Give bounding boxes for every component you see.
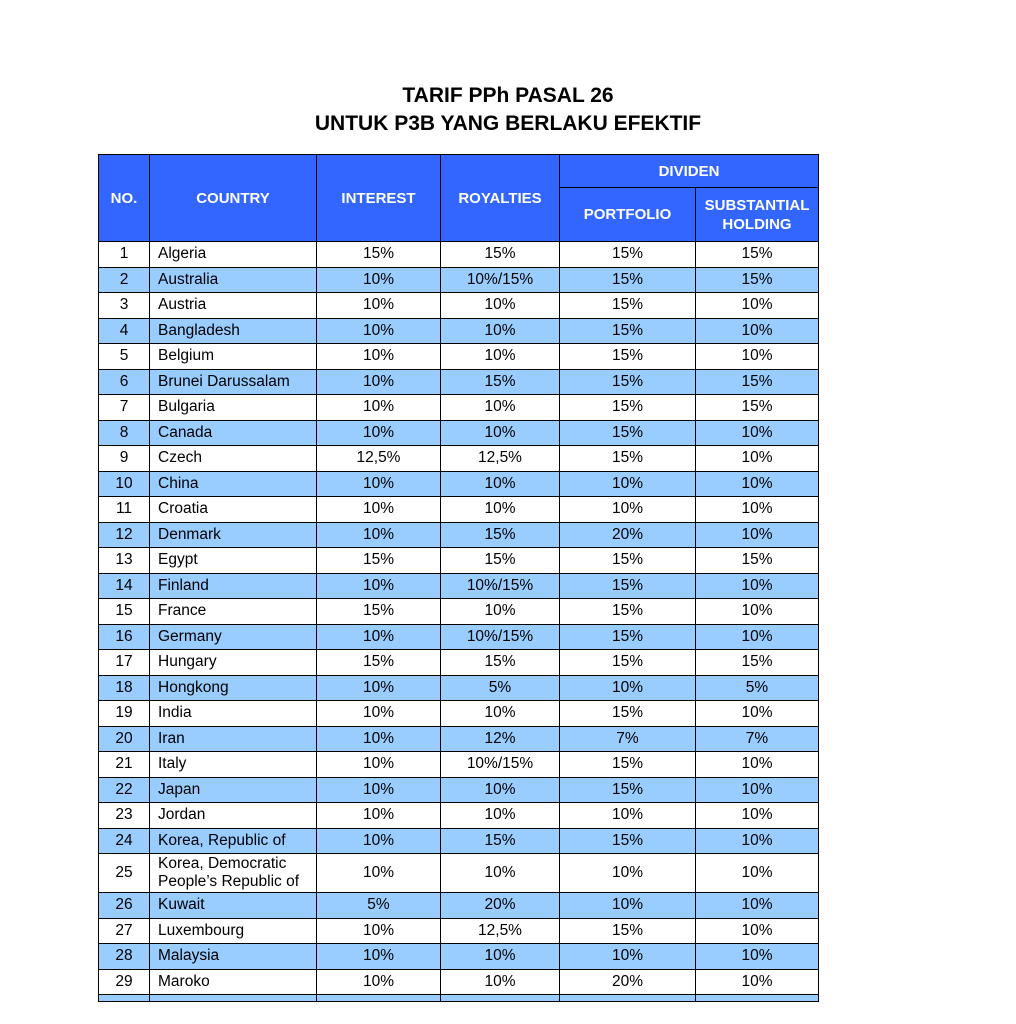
header-no: NO.: [99, 155, 150, 242]
cell-substantial: 10%: [696, 828, 819, 854]
cell-interest: 12,5%: [317, 446, 441, 472]
cell-royalties: 10%/15%: [441, 267, 560, 293]
cell-portfolio: 15%: [560, 420, 696, 446]
header-country: COUNTRY: [150, 155, 317, 242]
cell-royalties: 15%: [441, 242, 560, 268]
cell-portfolio: 10%: [560, 893, 696, 919]
header-substantial-holding: SUBSTANTIAL HOLDING: [696, 188, 819, 242]
cell-interest: 10%: [317, 918, 441, 944]
cell-no: 19: [99, 701, 150, 727]
cell-interest: 10%: [317, 854, 441, 893]
table-row: [99, 777, 819, 803]
cell-portfolio: 15%: [560, 599, 696, 625]
cell-no: 12: [99, 522, 150, 548]
cell-substantial: 10%: [696, 293, 819, 319]
cell-country: Bangladesh: [150, 318, 317, 344]
cell-no: 6: [99, 369, 150, 395]
cell-portfolio: 15%: [560, 828, 696, 854]
cell-substantial: 10%: [696, 471, 819, 497]
cell-country: Kuwait: [150, 893, 317, 919]
cell-interest: 10%: [317, 726, 441, 752]
table-body: [99, 242, 819, 1002]
table-row: [99, 752, 819, 778]
cell-interest: 10%: [317, 318, 441, 344]
cell-substantial: 7%: [696, 726, 819, 752]
cell-substantial: 10%: [696, 803, 819, 829]
cell-interest: 10%: [317, 777, 441, 803]
cell-interest: 10%: [317, 369, 441, 395]
table-row-partial: [99, 995, 819, 1002]
cell-substantial: 15%: [696, 395, 819, 421]
cell-country: China: [150, 471, 317, 497]
cell-portfolio: 15%: [560, 344, 696, 370]
table-row: [99, 522, 819, 548]
table-row: [99, 446, 819, 472]
cell-no: 18: [99, 675, 150, 701]
cell-no: 25: [99, 854, 150, 893]
cell-substantial: 10%: [696, 420, 819, 446]
cell-interest: 15%: [317, 650, 441, 676]
cell-royalties: 15%: [441, 548, 560, 574]
table-row: [99, 420, 819, 446]
cell-country: Germany: [150, 624, 317, 650]
cell-portfolio: 20%: [560, 969, 696, 995]
cell-country: Italy: [150, 752, 317, 778]
cell-portfolio: 15%: [560, 446, 696, 472]
cell-country: Jordan: [150, 803, 317, 829]
cell-substantial: 10%: [696, 918, 819, 944]
cell-royalties: 12,5%: [441, 446, 560, 472]
cell-empty: [150, 995, 317, 1002]
cell-portfolio: 15%: [560, 752, 696, 778]
cell-no: 21: [99, 752, 150, 778]
cell-country: Finland: [150, 573, 317, 599]
cell-no: 20: [99, 726, 150, 752]
table-row: [99, 573, 819, 599]
cell-portfolio: 15%: [560, 242, 696, 268]
cell-royalties: 15%: [441, 369, 560, 395]
cell-portfolio: 10%: [560, 944, 696, 970]
cell-interest: 15%: [317, 599, 441, 625]
table-row: [99, 624, 819, 650]
header-dividen: DIVIDEN: [560, 155, 819, 188]
cell-interest: 10%: [317, 395, 441, 421]
table-row: [99, 318, 819, 344]
cell-country: Brunei Darussalam: [150, 369, 317, 395]
cell-substantial: 10%: [696, 701, 819, 727]
cell-no: 23: [99, 803, 150, 829]
cell-interest: 10%: [317, 522, 441, 548]
cell-empty: [560, 995, 696, 1002]
cell-royalties: 10%: [441, 420, 560, 446]
cell-portfolio: 20%: [560, 522, 696, 548]
cell-country: Korea, Democratic People’s Republic of: [150, 854, 317, 893]
cell-no: 15: [99, 599, 150, 625]
cell-country: India: [150, 701, 317, 727]
cell-substantial: 10%: [696, 969, 819, 995]
cell-interest: 10%: [317, 471, 441, 497]
cell-portfolio: 10%: [560, 854, 696, 893]
cell-portfolio: 10%: [560, 497, 696, 523]
cell-interest: 10%: [317, 624, 441, 650]
cell-country: Belgium: [150, 344, 317, 370]
cell-country: Czech: [150, 446, 317, 472]
cell-interest: 10%: [317, 267, 441, 293]
cell-substantial: 15%: [696, 369, 819, 395]
cell-substantial: 10%: [696, 854, 819, 893]
cell-royalties: 10%: [441, 777, 560, 803]
cell-portfolio: 15%: [560, 369, 696, 395]
cell-country: Maroko: [150, 969, 317, 995]
cell-portfolio: 15%: [560, 624, 696, 650]
cell-no: 3: [99, 293, 150, 319]
cell-substantial: 10%: [696, 777, 819, 803]
cell-portfolio: 15%: [560, 918, 696, 944]
cell-country: Hongkong: [150, 675, 317, 701]
cell-interest: 10%: [317, 497, 441, 523]
cell-substantial: 5%: [696, 675, 819, 701]
cell-portfolio: 15%: [560, 318, 696, 344]
cell-royalties: 12%: [441, 726, 560, 752]
cell-royalties: 10%: [441, 293, 560, 319]
cell-no: 7: [99, 395, 150, 421]
cell-interest: 10%: [317, 803, 441, 829]
table-row: [99, 675, 819, 701]
table-row: [99, 471, 819, 497]
title-line-1: TARIF PPh PASAL 26: [402, 84, 614, 107]
cell-royalties: 20%: [441, 893, 560, 919]
cell-royalties: 15%: [441, 522, 560, 548]
cell-interest: 10%: [317, 828, 441, 854]
cell-substantial: 15%: [696, 650, 819, 676]
cell-interest: 15%: [317, 548, 441, 574]
cell-royalties: 10%: [441, 471, 560, 497]
tax-rate-table: [98, 154, 819, 1002]
table-row: [99, 918, 819, 944]
cell-portfolio: 15%: [560, 267, 696, 293]
cell-no: 16: [99, 624, 150, 650]
cell-substantial: 10%: [696, 893, 819, 919]
cell-no: 11: [99, 497, 150, 523]
cell-no: 4: [99, 318, 150, 344]
cell-substantial: 10%: [696, 944, 819, 970]
cell-no: 26: [99, 893, 150, 919]
cell-country: Hungary: [150, 650, 317, 676]
cell-interest: 10%: [317, 573, 441, 599]
cell-royalties: 10%: [441, 854, 560, 893]
cell-empty: [317, 995, 441, 1002]
cell-empty: [696, 995, 819, 1002]
cell-substantial: 15%: [696, 267, 819, 293]
cell-no: 10: [99, 471, 150, 497]
cell-substantial: 10%: [696, 446, 819, 472]
cell-no: 27: [99, 918, 150, 944]
table-row: [99, 650, 819, 676]
cell-royalties: 15%: [441, 650, 560, 676]
cell-no: 17: [99, 650, 150, 676]
cell-no: 28: [99, 944, 150, 970]
cell-substantial: 10%: [696, 522, 819, 548]
table-header: [99, 155, 819, 242]
cell-royalties: 10%: [441, 344, 560, 370]
cell-interest: 10%: [317, 420, 441, 446]
cell-interest: 10%: [317, 344, 441, 370]
cell-country: Bulgaria: [150, 395, 317, 421]
cell-royalties: 10%/15%: [441, 624, 560, 650]
cell-country: Denmark: [150, 522, 317, 548]
cell-country: Croatia: [150, 497, 317, 523]
cell-interest: 10%: [317, 701, 441, 727]
cell-country: Australia: [150, 267, 317, 293]
cell-portfolio: 10%: [560, 675, 696, 701]
cell-royalties: 5%: [441, 675, 560, 701]
cell-substantial: 15%: [696, 548, 819, 574]
table-row: [99, 344, 819, 370]
cell-portfolio: 15%: [560, 548, 696, 574]
document-title: [0, 82, 1016, 138]
title-line-2: UNTUK P3B YANG BERLAKU EFEKTIF: [314, 112, 702, 135]
table-row: [99, 497, 819, 523]
cell-empty: [441, 995, 560, 1002]
table-row: [99, 267, 819, 293]
cell-interest: 10%: [317, 293, 441, 319]
cell-empty: [99, 995, 150, 1002]
cell-substantial: 10%: [696, 624, 819, 650]
cell-portfolio: 15%: [560, 701, 696, 727]
cell-country: Austria: [150, 293, 317, 319]
cell-no: 9: [99, 446, 150, 472]
cell-portfolio: 10%: [560, 803, 696, 829]
cell-substantial: 15%: [696, 242, 819, 268]
table-row: [99, 944, 819, 970]
cell-portfolio: 15%: [560, 395, 696, 421]
header-interest: INTEREST: [317, 155, 441, 242]
cell-country: Egypt: [150, 548, 317, 574]
cell-interest: 10%: [317, 944, 441, 970]
cell-substantial: 10%: [696, 573, 819, 599]
table-row: [99, 854, 819, 893]
table-row: [99, 293, 819, 319]
cell-royalties: 10%: [441, 318, 560, 344]
cell-no: 29: [99, 969, 150, 995]
cell-interest: 15%: [317, 242, 441, 268]
cell-royalties: 10%: [441, 803, 560, 829]
header-portfolio: PORTFOLIO: [560, 188, 696, 242]
cell-portfolio: 15%: [560, 777, 696, 803]
cell-no: 14: [99, 573, 150, 599]
cell-no: 5: [99, 344, 150, 370]
cell-interest: 10%: [317, 969, 441, 995]
cell-country: France: [150, 599, 317, 625]
cell-country: Luxembourg: [150, 918, 317, 944]
table-row: [99, 548, 819, 574]
table-row: [99, 701, 819, 727]
cell-interest: 5%: [317, 893, 441, 919]
cell-no: 1: [99, 242, 150, 268]
table-row: [99, 828, 819, 854]
cell-royalties: 10%/15%: [441, 573, 560, 599]
cell-substantial: 10%: [696, 318, 819, 344]
cell-substantial: 10%: [696, 344, 819, 370]
cell-substantial: 10%: [696, 497, 819, 523]
cell-country: Japan: [150, 777, 317, 803]
cell-interest: 10%: [317, 752, 441, 778]
cell-royalties: 10%: [441, 944, 560, 970]
table-row: [99, 893, 819, 919]
cell-country: Korea, Republic of: [150, 828, 317, 854]
cell-no: 24: [99, 828, 150, 854]
cell-substantial: 10%: [696, 752, 819, 778]
cell-no: 13: [99, 548, 150, 574]
cell-royalties: 10%: [441, 701, 560, 727]
cell-royalties: 10%: [441, 395, 560, 421]
cell-royalties: 12,5%: [441, 918, 560, 944]
cell-royalties: 10%/15%: [441, 752, 560, 778]
cell-no: 8: [99, 420, 150, 446]
cell-royalties: 15%: [441, 828, 560, 854]
cell-no: 2: [99, 267, 150, 293]
cell-country: Iran: [150, 726, 317, 752]
cell-no: 22: [99, 777, 150, 803]
cell-royalties: 10%: [441, 969, 560, 995]
table-row: [99, 242, 819, 268]
table-row: [99, 395, 819, 421]
tax-rate-table-wrapper: [98, 154, 819, 1002]
cell-portfolio: 15%: [560, 293, 696, 319]
cell-substantial: 10%: [696, 599, 819, 625]
cell-portfolio: 7%: [560, 726, 696, 752]
cell-interest: 10%: [317, 675, 441, 701]
cell-portfolio: 15%: [560, 650, 696, 676]
cell-royalties: 10%: [441, 497, 560, 523]
cell-country: Malaysia: [150, 944, 317, 970]
table-row: [99, 599, 819, 625]
cell-portfolio: 10%: [560, 471, 696, 497]
table-row: [99, 369, 819, 395]
cell-portfolio: 15%: [560, 573, 696, 599]
table-row: [99, 726, 819, 752]
cell-country: Canada: [150, 420, 317, 446]
cell-royalties: 10%: [441, 599, 560, 625]
table-row: [99, 969, 819, 995]
cell-country: Algeria: [150, 242, 317, 268]
header-royalties: ROYALTIES: [441, 155, 560, 242]
table-row: [99, 803, 819, 829]
